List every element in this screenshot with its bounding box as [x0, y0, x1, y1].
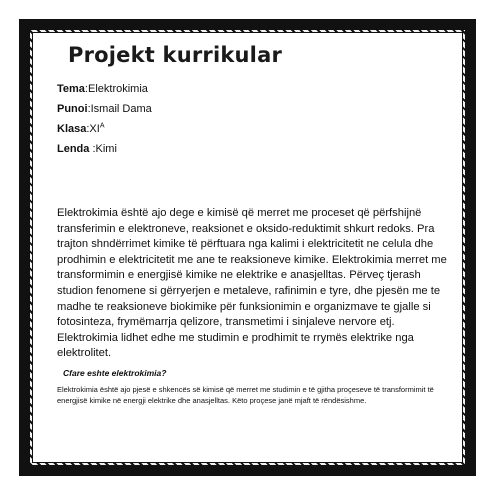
- tema-value: Elektrokimia: [87, 83, 148, 95]
- definition-paragraph: Elektrokimia është ajo pjesë e shkencës së kimisë që merret me studimin e të gjitha proçeseve të transformimit të energjisë kimike në energji elektrike dhe anasjelltas. Këto proçese janë mjaft të rëndësishme.: [57, 384, 434, 405]
- intro-paragraph: Elektrokimia është ajo dege e kimisë që merret me proceset që përfshijnë transferimin e elektroneve, reaksionet e oksido-reduktimit shkurt redoks. Pra trajton shndërrimet kimike të përftuara nga kalimi i elektricitetit ne celula dhe prodhimin e elektricitetit me ane te reaksioneve kimike. Elektrokimia merret me transformimin e energjisë kimike ne elektrike e anasjelltas. Përveç tjerash studion fenomene si gërryerjen e metaleve, rafinimin e tyre, dhe pjesën me te madhe te reaksioneve biokimike për funksionimin e organizmave te gjalle si fotosinteza, frymëmarrja qelizore, transmetimi i sinjaleve nervore etj. Elektrokimia lidhet edhe me studimin e prodhimit te rrymës elektrike nga elektrolitet.: [57, 207, 447, 360]
- klasa-label: Klasa: [57, 123, 87, 135]
- document-content: [57, 43, 452, 463]
- klasa-separator: :: [86, 123, 90, 135]
- section-heading: Cfare eshte elektrokimia?: [63, 367, 167, 378]
- tema-separator: :: [84, 83, 88, 95]
- punoi-label: Punoi: [57, 103, 88, 115]
- lenda-separator: :: [89, 143, 96, 155]
- klasa-row: [57, 120, 452, 140]
- punoi-row: [57, 100, 452, 120]
- punoi-separator: :: [87, 103, 91, 115]
- punoi-value: Ismail Dama: [90, 103, 152, 115]
- lenda-label: Lenda: [57, 143, 90, 155]
- klasa-superscript: A: [99, 122, 105, 130]
- tema-label: Tema: [57, 83, 85, 95]
- klasa-value: XI: [89, 123, 100, 135]
- lenda-value: Kimi: [95, 143, 117, 155]
- lenda-row: [57, 140, 452, 160]
- project-info: [57, 80, 452, 160]
- tema-row: [57, 80, 452, 100]
- page-title: Projekt kurrikular: [68, 43, 282, 67]
